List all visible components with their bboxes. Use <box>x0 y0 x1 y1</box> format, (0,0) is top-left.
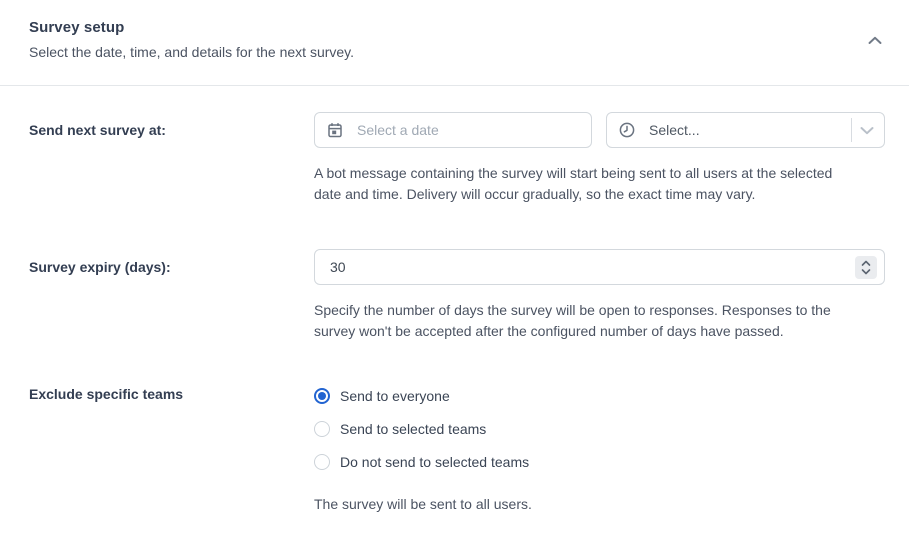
expiry-help-text: Specify the number of days the survey will be open to responses. Responses to the survey won't be accepted after the configured number of days have passed. <box>314 302 831 339</box>
time-select-value: Select... <box>649 122 700 138</box>
radio-do-not-send-to-selected-teams[interactable]: Do not send to selected teams <box>314 452 885 472</box>
stepper-down-icon <box>861 268 871 275</box>
survey-expiry-row <box>29 249 885 342</box>
calendar-icon <box>327 122 343 138</box>
date-placeholder: Select a date <box>357 122 439 138</box>
send-next-survey-label: Send next survey at: <box>29 122 166 138</box>
survey-expiry-label: Survey expiry (days): <box>29 259 171 275</box>
date-picker-input[interactable] <box>314 112 592 148</box>
page-title: Survey setup <box>29 19 125 36</box>
survey-setup-body <box>0 112 909 512</box>
radio-unselected-icon <box>314 421 330 437</box>
audience-radio-group <box>314 386 885 472</box>
radio-selected-icon <box>314 388 330 404</box>
stepper-up-icon <box>861 260 871 267</box>
survey-setup-header <box>0 0 909 86</box>
radio-send-to-selected-teams[interactable]: Send to selected teams <box>314 419 885 439</box>
exclude-teams-label: Exclude specific teams <box>29 386 184 402</box>
collapse-section-button[interactable] <box>865 30 885 50</box>
clock-icon <box>619 122 635 138</box>
time-select[interactable] <box>606 112 885 148</box>
page-subtitle: Select the date, time, and details for the next survey. <box>29 44 355 60</box>
number-stepper[interactable] <box>855 256 877 279</box>
exclude-teams-row <box>29 386 885 512</box>
chevron-down-icon <box>860 126 874 135</box>
chevron-up-icon <box>868 36 882 45</box>
send-at-help-text: A bot message containing the survey will start being sent to all users at the selected date and time. Delivery will occur gradually, so the exact time may vary. <box>314 165 833 202</box>
audience-note: The survey will be sent to all users. <box>314 496 532 512</box>
radio-unselected-icon <box>314 454 330 470</box>
expiry-days-input[interactable] <box>314 249 885 285</box>
send-next-survey-row <box>29 112 885 205</box>
radio-send-to-everyone[interactable]: Send to everyone <box>314 386 885 406</box>
select-divider <box>851 118 852 142</box>
